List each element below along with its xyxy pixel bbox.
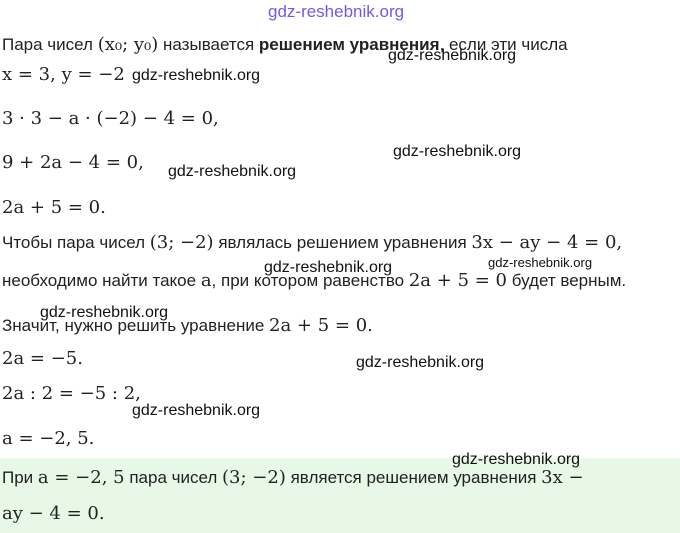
watermark: gdz-reshebnik.org [388,47,517,64]
line-values [2,64,125,86]
text: Чтобы пара чисел [2,233,146,252]
watermark: gdz-reshebnik.org [168,163,297,180]
text: пара чисел [129,468,218,487]
line-condition [2,232,622,254]
text: будет верным. [511,271,627,290]
text: , при котором равенство [211,271,405,290]
watermark: gdz-reshebnik.org [40,304,169,321]
line-step-1 [2,348,83,370]
line-simplify [2,152,144,174]
math: 2a = −5. [2,348,83,369]
line-equation [2,197,106,219]
line-solve [2,315,373,337]
math: 2a : 2 = −5 : 2, [2,383,141,404]
math: 3 · 3 − a · (−2) − 4 = 0, [2,108,219,129]
bold-term: решением уравнения [258,35,440,54]
line-find-a [2,270,626,292]
watermark-top: gdz-reshebnik.org [268,2,405,21]
math: ay − 4 = 0. [2,503,105,524]
math: (3; −2) [222,467,286,488]
math: a = −2, 5. [2,428,95,449]
watermark: gdz-reshebnik.org [132,67,261,84]
text: называется [163,35,255,54]
line-answer [2,467,584,489]
text: При [2,468,34,487]
line-step-2 [2,383,141,405]
math: 9 + 2a − 4 = 0, [2,152,144,173]
math: 3x − ay − 4 = 0, [471,232,623,253]
line-result [2,428,94,450]
math: 3x − [541,467,584,488]
text: являлась решением уравнения [218,233,467,252]
math: (x₀; y₀) [97,34,159,55]
watermark: gdz-reshebnik.org [264,259,393,276]
math: a [200,270,212,291]
line-answer-cont [2,503,105,525]
text: Пара чисел [2,35,93,54]
text: Значит, нужно решить уравнение [2,316,265,335]
line-substitute [2,108,219,130]
watermark: gdz-reshebnik.org [132,402,261,419]
watermark: gdz-reshebnik.org [356,354,485,371]
math: 2a + 5 = 0. [2,197,106,218]
text: является решением уравнения [290,468,537,487]
watermark: gdz-reshebnik.org [393,143,522,160]
text: необходимо найти такое [2,271,197,290]
watermark: gdz-reshebnik.org [488,255,593,270]
watermark: gdz-reshebnik.org [452,451,581,468]
math: a = −2, 5 [37,467,125,488]
math: 2a + 5 = 0 [408,270,507,291]
math: x = 3, y = −2 [2,64,125,85]
math: 2a + 5 = 0. [269,315,373,336]
text: , если эти числа [439,35,568,54]
math: (3; −2) [149,232,214,253]
